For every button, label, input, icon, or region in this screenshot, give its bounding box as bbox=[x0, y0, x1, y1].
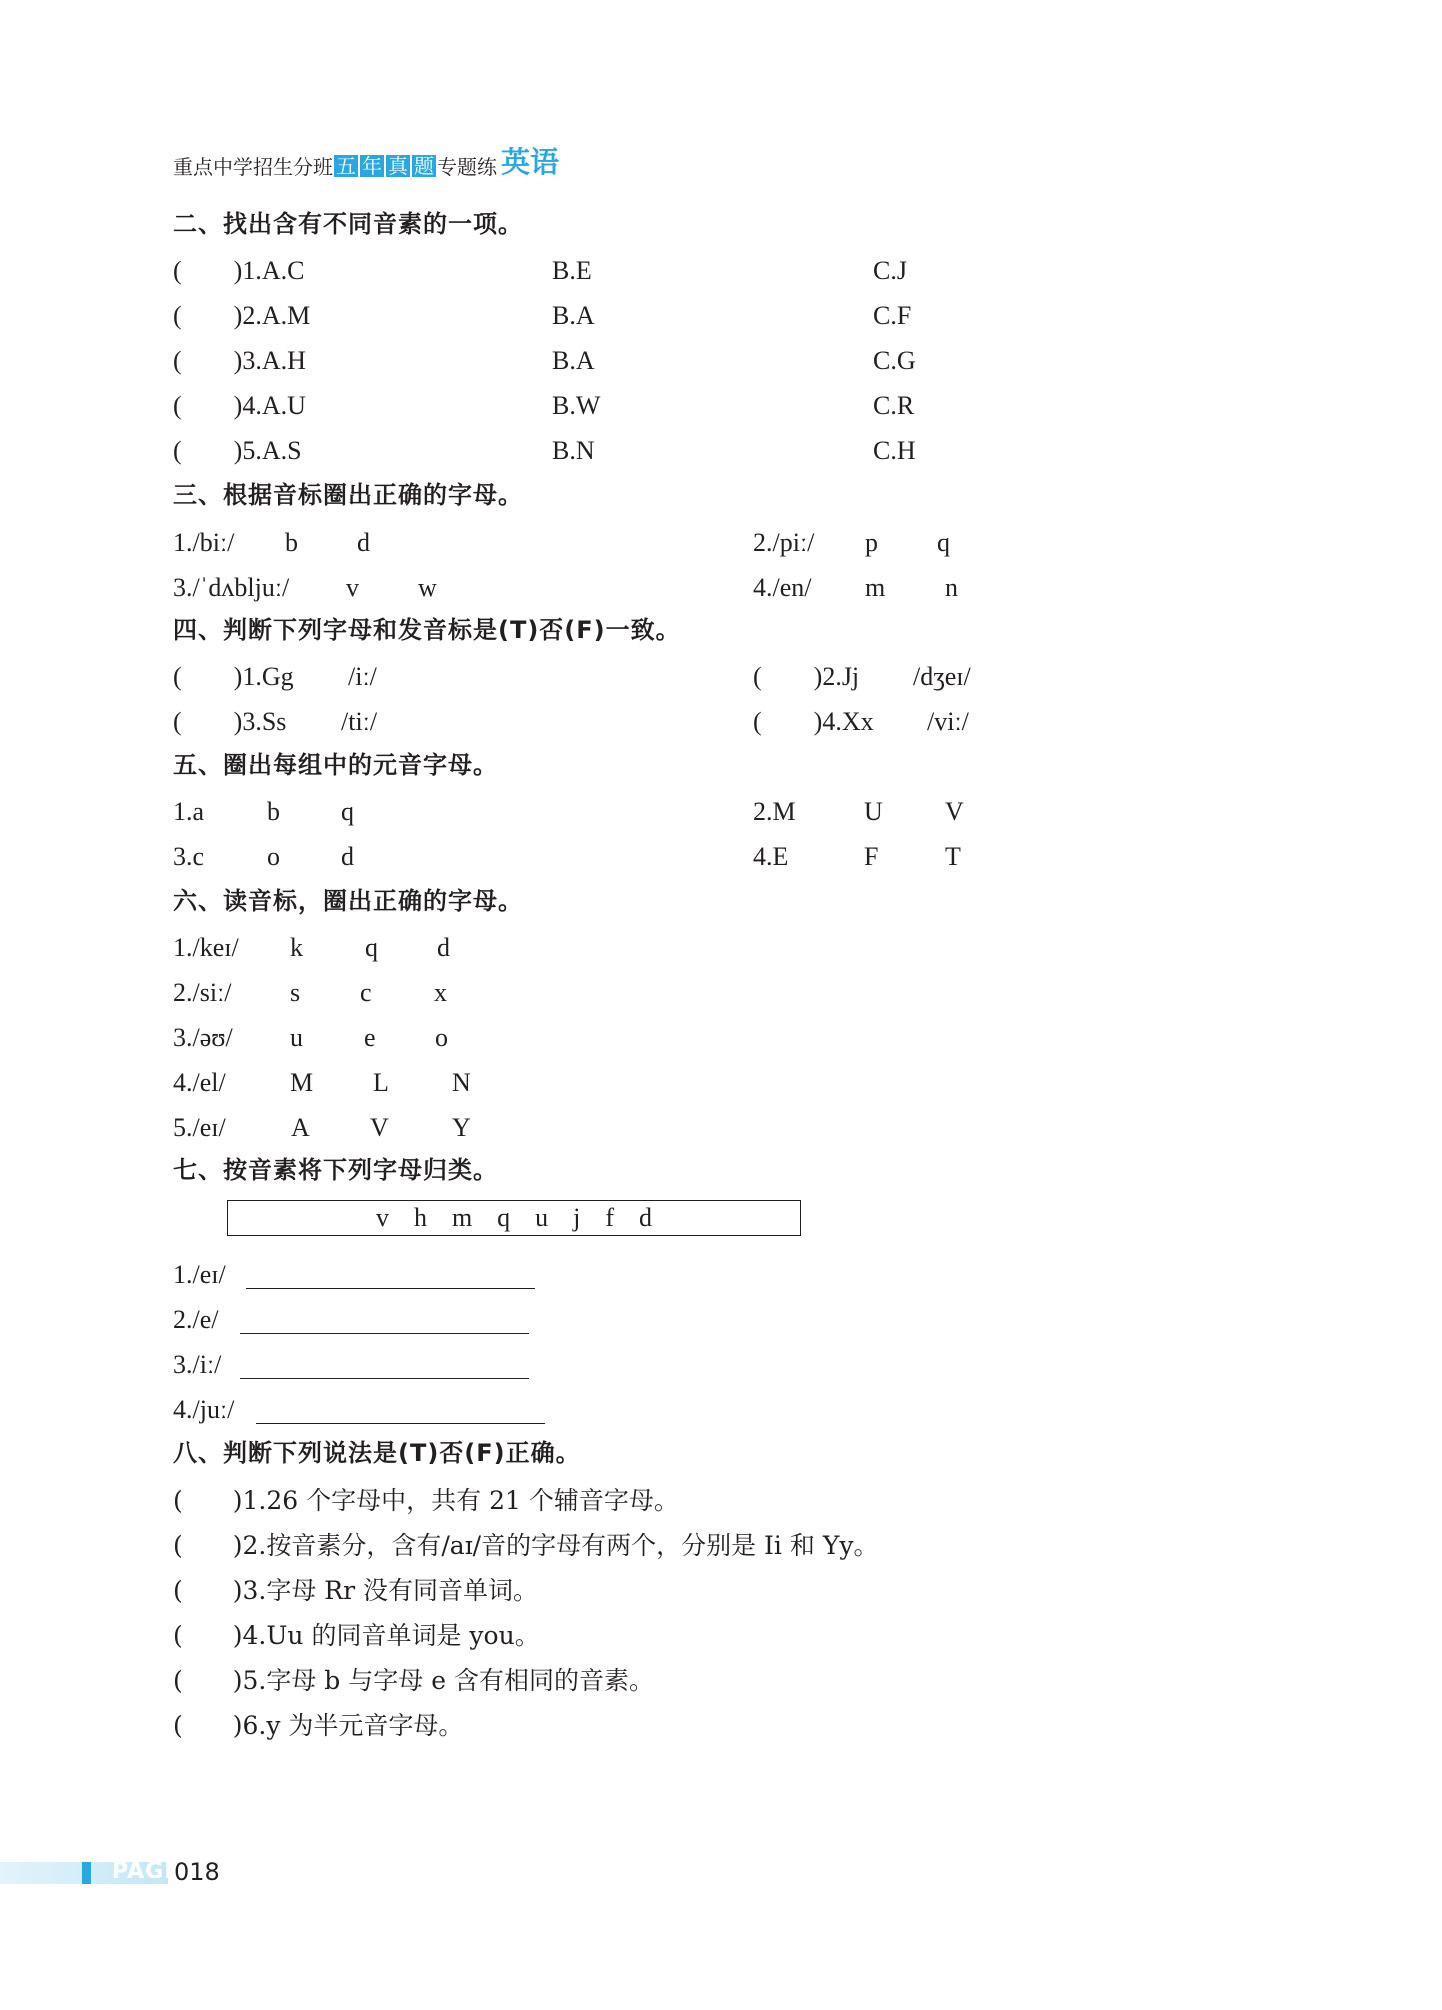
s6-item-1-option: d bbox=[437, 933, 450, 962]
section-5-title: 五、圈出每组中的元音字母。 bbox=[173, 751, 498, 779]
s3-item-2-option: p bbox=[865, 528, 878, 557]
header-suffix: 专题练 bbox=[437, 155, 497, 179]
s6-item-5-option: A bbox=[291, 1113, 310, 1142]
s8-statement-5: ( )5.字母 b 与字母 e 含有相同的音素。 bbox=[173, 1666, 654, 1695]
header-highlight-char: 年 bbox=[362, 154, 382, 178]
s2-item-5-option-b: B.N bbox=[552, 436, 595, 465]
s6-item-2-option: c bbox=[360, 978, 372, 1007]
s8-statement-2: ( )2.按音素分，含有/aɪ/音的字母有两个，分别是 Ii 和 Yy。 bbox=[173, 1531, 879, 1560]
s6-item-1-phonetic: 1./keɪ/ bbox=[173, 933, 239, 962]
header-prefix: 重点中学招生分班 bbox=[173, 155, 333, 179]
s6-item-3-option: e bbox=[364, 1023, 376, 1052]
s2-item-2-option-b: B.A bbox=[552, 301, 595, 330]
s6-item-1-option: q bbox=[365, 933, 378, 962]
s6-item-1-option: k bbox=[290, 933, 303, 962]
s2-item-4-option-b: B.W bbox=[552, 391, 601, 420]
s3-item-1-option: d bbox=[357, 528, 370, 557]
s8-statement-1: ( )1.26 个字母中，共有 21 个辅音字母。 bbox=[173, 1486, 679, 1515]
s2-item-2-option-c: C.F bbox=[873, 301, 912, 330]
s2-item-5-question: ( )5.A.S bbox=[173, 436, 302, 465]
s2-item-1-option-b: B.E bbox=[552, 256, 592, 285]
header-highlight-char: 题 bbox=[414, 154, 434, 178]
header-highlight-char: 真 bbox=[388, 154, 408, 178]
footer-marker bbox=[82, 1862, 91, 1884]
s8-statement-6: ( )6.y 为半元音字母。 bbox=[173, 1711, 464, 1740]
s2-item-4-question: ( )4.A.U bbox=[173, 391, 306, 420]
s2-item-2-question: ( )2.A.M bbox=[173, 301, 311, 330]
s3-item-1-phonetic: 1./biː/ bbox=[173, 528, 235, 557]
section-3-title: 三、根据音标圈出正确的字母。 bbox=[173, 481, 523, 509]
s8-statement-3: ( )3.字母 Rr 没有同音单词。 bbox=[173, 1576, 539, 1605]
s5-item-1-option: q bbox=[341, 797, 354, 826]
s6-item-4-phonetic: 4./el/ bbox=[173, 1068, 226, 1097]
s5-item-2-letter: 2.M bbox=[753, 797, 796, 826]
s3-item-4-option: n bbox=[945, 573, 958, 602]
s3-item-3-option: w bbox=[418, 573, 437, 602]
s7-item-2-answer-line[interactable] bbox=[240, 1333, 529, 1334]
s3-item-4-option: m bbox=[865, 573, 886, 602]
s7-item-3-answer-line[interactable] bbox=[240, 1378, 529, 1379]
s4-item-4-phonetic: /viː/ bbox=[927, 707, 969, 736]
header-subject: 英语 bbox=[501, 145, 560, 179]
s5-item-1-letter: 1.a bbox=[173, 797, 205, 826]
s2-item-4-option-c: C.R bbox=[873, 391, 915, 420]
s3-item-2-phonetic: 2./piː/ bbox=[753, 528, 815, 557]
s4-item-4-question: ( )4.Xx bbox=[753, 707, 874, 736]
s5-item-4-letter: 4.E bbox=[753, 842, 789, 871]
s3-item-3-option: v bbox=[346, 573, 359, 602]
s6-item-3-option: u bbox=[290, 1023, 303, 1052]
s2-item-1-option-c: C.J bbox=[873, 256, 907, 285]
header-highlight-char: 五 bbox=[336, 154, 356, 178]
s7-item-1-label: 1./eɪ/ bbox=[173, 1260, 226, 1289]
s3-item-2-option: q bbox=[937, 528, 950, 557]
s2-item-3-option-c: C.G bbox=[873, 346, 916, 375]
s4-item-2-phonetic: /dʒeɪ/ bbox=[913, 662, 971, 691]
s5-item-1-option: b bbox=[267, 797, 280, 826]
s5-item-2-option: V bbox=[945, 797, 964, 826]
s6-item-2-option: x bbox=[434, 978, 447, 1007]
s6-item-2-option: s bbox=[290, 978, 301, 1007]
footer-page-word: PAGE bbox=[112, 1859, 181, 1884]
s7-item-1-answer-line[interactable] bbox=[246, 1288, 535, 1289]
s5-item-3-letter: 3.c bbox=[173, 842, 205, 871]
s5-item-2-option: U bbox=[864, 797, 883, 826]
s2-item-3-question: ( )3.A.H bbox=[173, 346, 306, 375]
s4-item-1-question: ( )1.Gg bbox=[173, 662, 294, 691]
section-6-title: 六、读音标，圈出正确的字母。 bbox=[173, 887, 523, 915]
s4-item-1-phonetic: /iː/ bbox=[348, 662, 377, 691]
section-4-title: 四、判断下列字母和发音标是(T)否(F)一致。 bbox=[173, 616, 681, 644]
s6-item-2-phonetic: 2./siː/ bbox=[173, 978, 232, 1007]
s6-item-5-phonetic: 5./eɪ/ bbox=[173, 1113, 226, 1142]
page-number: 018 bbox=[174, 1858, 220, 1886]
s3-item-4-phonetic: 4./en/ bbox=[753, 573, 812, 602]
s6-item-3-option: o bbox=[435, 1023, 448, 1052]
section-2-title: 二、找出含有不同音素的一项。 bbox=[173, 210, 523, 238]
section-8-title: 八、判断下列说法是(T)否(F)正确。 bbox=[173, 1439, 581, 1467]
s4-item-2-question: ( )2.Jj bbox=[753, 662, 860, 691]
s6-item-5-option: Y bbox=[452, 1113, 471, 1142]
s7-item-2-label: 2./e/ bbox=[173, 1305, 219, 1334]
letter-box bbox=[227, 1200, 801, 1236]
s4-item-3-phonetic: /tiː/ bbox=[341, 707, 378, 736]
s7-item-3-label: 3./iː/ bbox=[173, 1350, 222, 1379]
s5-item-4-option: F bbox=[864, 842, 879, 871]
s8-statement-4: ( )4.Uu 的同音单词是 you。 bbox=[173, 1621, 540, 1650]
s6-item-4-option: M bbox=[290, 1068, 314, 1097]
s2-item-3-option-b: B.A bbox=[552, 346, 595, 375]
s6-item-5-option: V bbox=[370, 1113, 389, 1142]
s3-item-1-option: b bbox=[285, 528, 298, 557]
section-7-title: 七、按音素将下列字母归类。 bbox=[173, 1156, 498, 1184]
s6-item-4-option: L bbox=[373, 1068, 389, 1097]
s5-item-4-option: T bbox=[945, 842, 961, 871]
s6-item-3-phonetic: 3./əʊ/ bbox=[173, 1023, 233, 1052]
s5-item-3-option: d bbox=[341, 842, 354, 871]
s7-item-4-answer-line[interactable] bbox=[256, 1423, 545, 1424]
s3-item-3-phonetic: 3./ˈdʌbljuː/ bbox=[173, 573, 290, 602]
s7-item-4-label: 4./juː/ bbox=[173, 1395, 235, 1424]
s2-item-5-option-c: C.H bbox=[873, 436, 916, 465]
s4-item-3-question: ( )3.Ss bbox=[173, 707, 287, 736]
s5-item-3-option: o bbox=[267, 842, 280, 871]
s2-item-1-question: ( )1.A.C bbox=[173, 256, 305, 285]
s6-item-4-option: N bbox=[452, 1068, 471, 1097]
letter-box-letters: v h m q u j f d bbox=[375, 1203, 653, 1232]
book-header bbox=[173, 145, 560, 179]
